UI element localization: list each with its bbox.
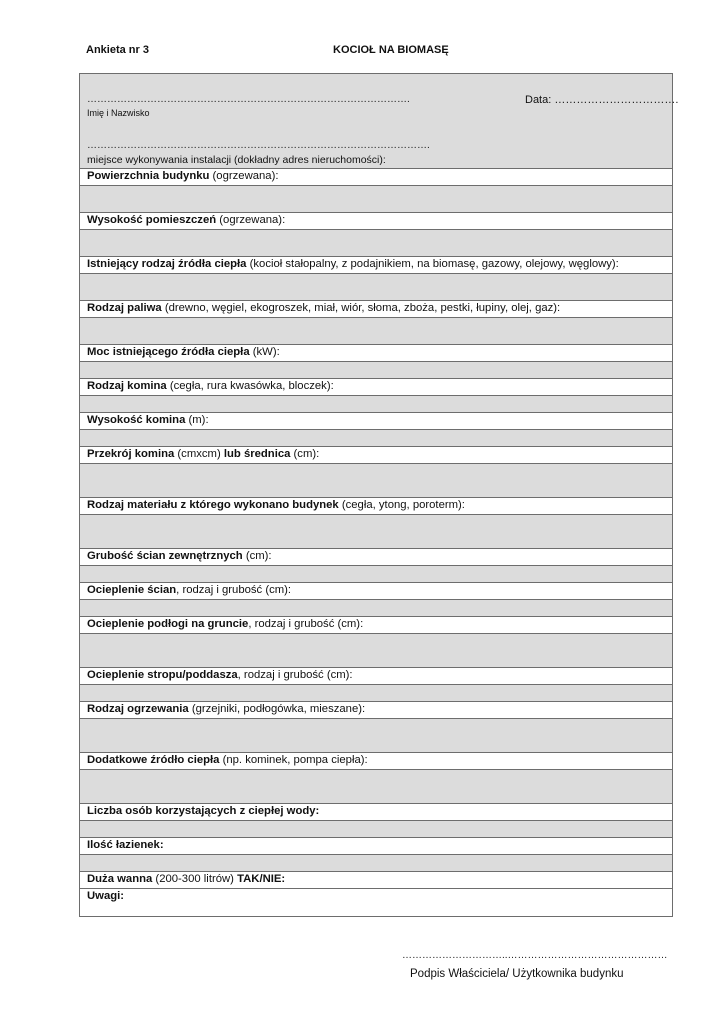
field-label-hint: (ogrzewana):: [209, 170, 279, 182]
field-answer-13[interactable]: [80, 719, 672, 753]
form-title: KOCIOŁ NA BIOMASĘ: [333, 44, 449, 56]
field-label-13: [80, 702, 672, 719]
field-answer-5[interactable]: [80, 396, 672, 413]
field-label-bold: Duża wanna: [87, 873, 153, 885]
field-answer-14[interactable]: [80, 770, 672, 804]
field-label-hint: (np. kominek, pompa ciepła):: [219, 754, 368, 766]
field-label-hint: (cegła, ytong, poroterm):: [338, 499, 465, 511]
survey-form: [79, 73, 679, 917]
field-answer-6[interactable]: [80, 430, 672, 447]
field-label-hint: (cegła, rura kwasówka, bloczek):: [166, 380, 334, 392]
field-answer-9[interactable]: [80, 566, 672, 583]
field-label-bold: Wysokość pomieszczeń: [87, 214, 217, 226]
field-label-bold: Liczba osób korzystających z ciepłej wody:: [87, 805, 320, 817]
field-answer-15[interactable]: [80, 821, 672, 838]
field-label-15: [80, 804, 672, 821]
field-label-bold: Dodatkowe źródło ciepła: [87, 754, 220, 766]
field-label-16: [80, 838, 672, 855]
field-label-hint: (m):: [185, 414, 209, 426]
field-answer-8[interactable]: [80, 515, 672, 549]
field-label-bold: Rodzaj materiału z którego wykonano budynek: [87, 499, 339, 511]
field-label-bold: Ocieplenie stropu/poddasza: [87, 669, 238, 681]
field-label-hint: , rodzaj i grubość (cm):: [176, 584, 292, 596]
field-label-hint: (ogrzewana):: [216, 214, 286, 226]
field-label-10: [80, 583, 672, 600]
field-label-hint: (200-300 litrów): [152, 873, 238, 885]
field-answer-11[interactable]: [80, 634, 672, 668]
field-answer-4[interactable]: [80, 362, 672, 379]
field-label-bold: Grubość ścian zewnętrznych: [87, 550, 243, 562]
form-number: Ankieta nr 3: [86, 44, 149, 56]
field-label-1: [80, 213, 672, 230]
field-label-14: [80, 753, 672, 770]
field-label-bold: Ocieplenie podłogi na gruncie: [87, 618, 249, 630]
field-answer-12[interactable]: [80, 685, 672, 702]
field-answer-0[interactable]: [80, 186, 672, 213]
field-answer-10[interactable]: [80, 600, 672, 617]
field-label-bold: Powierzchnia budynku: [87, 170, 210, 182]
field-label-hint: (kW):: [249, 346, 280, 358]
field-label-hint: , rodzaj i grubość (cm):: [248, 618, 364, 630]
address-field[interactable]: ………………………………………………………………………………………….: [87, 140, 430, 151]
field-answer-7[interactable]: [80, 464, 672, 498]
field-label-2: [80, 257, 672, 274]
signature-line[interactable]: …………………………..…………………………………………: [402, 950, 668, 961]
field-label-3: [80, 301, 672, 318]
field-label-hint: (grzejniki, podłogówka, mieszane):: [188, 703, 366, 715]
field-label-hint: , rodzaj i grubość (cm):: [237, 669, 353, 681]
field-answer-16[interactable]: [80, 855, 672, 872]
remarks-answer[interactable]: [80, 906, 672, 916]
field-label-bold: Ocieplenie ścian: [87, 584, 177, 596]
field-label-hint: (kocioł stałopalny, z podajnikiem, na biomasę, gazowy, olejowy, węglowy):: [246, 258, 619, 270]
address-label: miejsce wykonywania instalacji (dokładny adres nieruchomości):: [87, 154, 386, 166]
field-label-bold: Przekrój komina: [87, 448, 175, 460]
name-label: Imię i Nazwisko: [87, 108, 150, 118]
field-answer-1[interactable]: [80, 230, 672, 257]
field-label-bold: Moc istniejącego źródła ciepła: [87, 346, 250, 358]
field-label-0: [80, 169, 672, 186]
field-label-4: [80, 345, 672, 362]
field-label-bold: Istniejący rodzaj źródła ciepła: [87, 258, 247, 270]
field-label-bold: Ilość łazienek:: [87, 839, 164, 851]
field-label-17: [80, 872, 672, 889]
field-label-hint: (drewno, węgiel, ekogroszek, miał, wiór, słoma, zboża, pestki, łupiny, olej, gaz):: [161, 302, 561, 314]
applicant-info-section: [80, 74, 679, 169]
field-label-bold: Rodzaj paliwa: [87, 302, 162, 314]
field-answer-3[interactable]: [80, 318, 672, 345]
field-label-bold: Rodzaj komina: [87, 380, 167, 392]
field-label-18: [80, 889, 672, 906]
field-label-hint-2: (cm):: [290, 448, 320, 460]
field-label-bold-2: lub średnica: [223, 448, 291, 460]
field-label-7: [80, 447, 672, 464]
field-label-bold: Wysokość komina: [87, 414, 186, 426]
field-label-12: [80, 668, 672, 685]
field-label-6: [80, 413, 672, 430]
field-label-bold: Uwagi:: [87, 890, 125, 902]
field-label-bold: Rodzaj ogrzewania: [87, 703, 189, 715]
name-field[interactable]: …………………………………………………………………………………….: [87, 94, 410, 105]
field-label-11: [80, 617, 672, 634]
date-field[interactable]: Data: …………………………….: [525, 94, 679, 106]
field-label-bold-2: TAK/NIE:: [237, 873, 286, 885]
field-label-9: [80, 549, 672, 566]
field-label-5: [80, 379, 672, 396]
field-answer-2[interactable]: [80, 274, 672, 301]
signature-label: Podpis Właściciela/ Użytkownika budynku: [410, 968, 624, 980]
field-label-hint: (cmxcm): [174, 448, 224, 460]
field-label-hint: (cm):: [242, 550, 272, 562]
field-label-8: [80, 498, 672, 515]
